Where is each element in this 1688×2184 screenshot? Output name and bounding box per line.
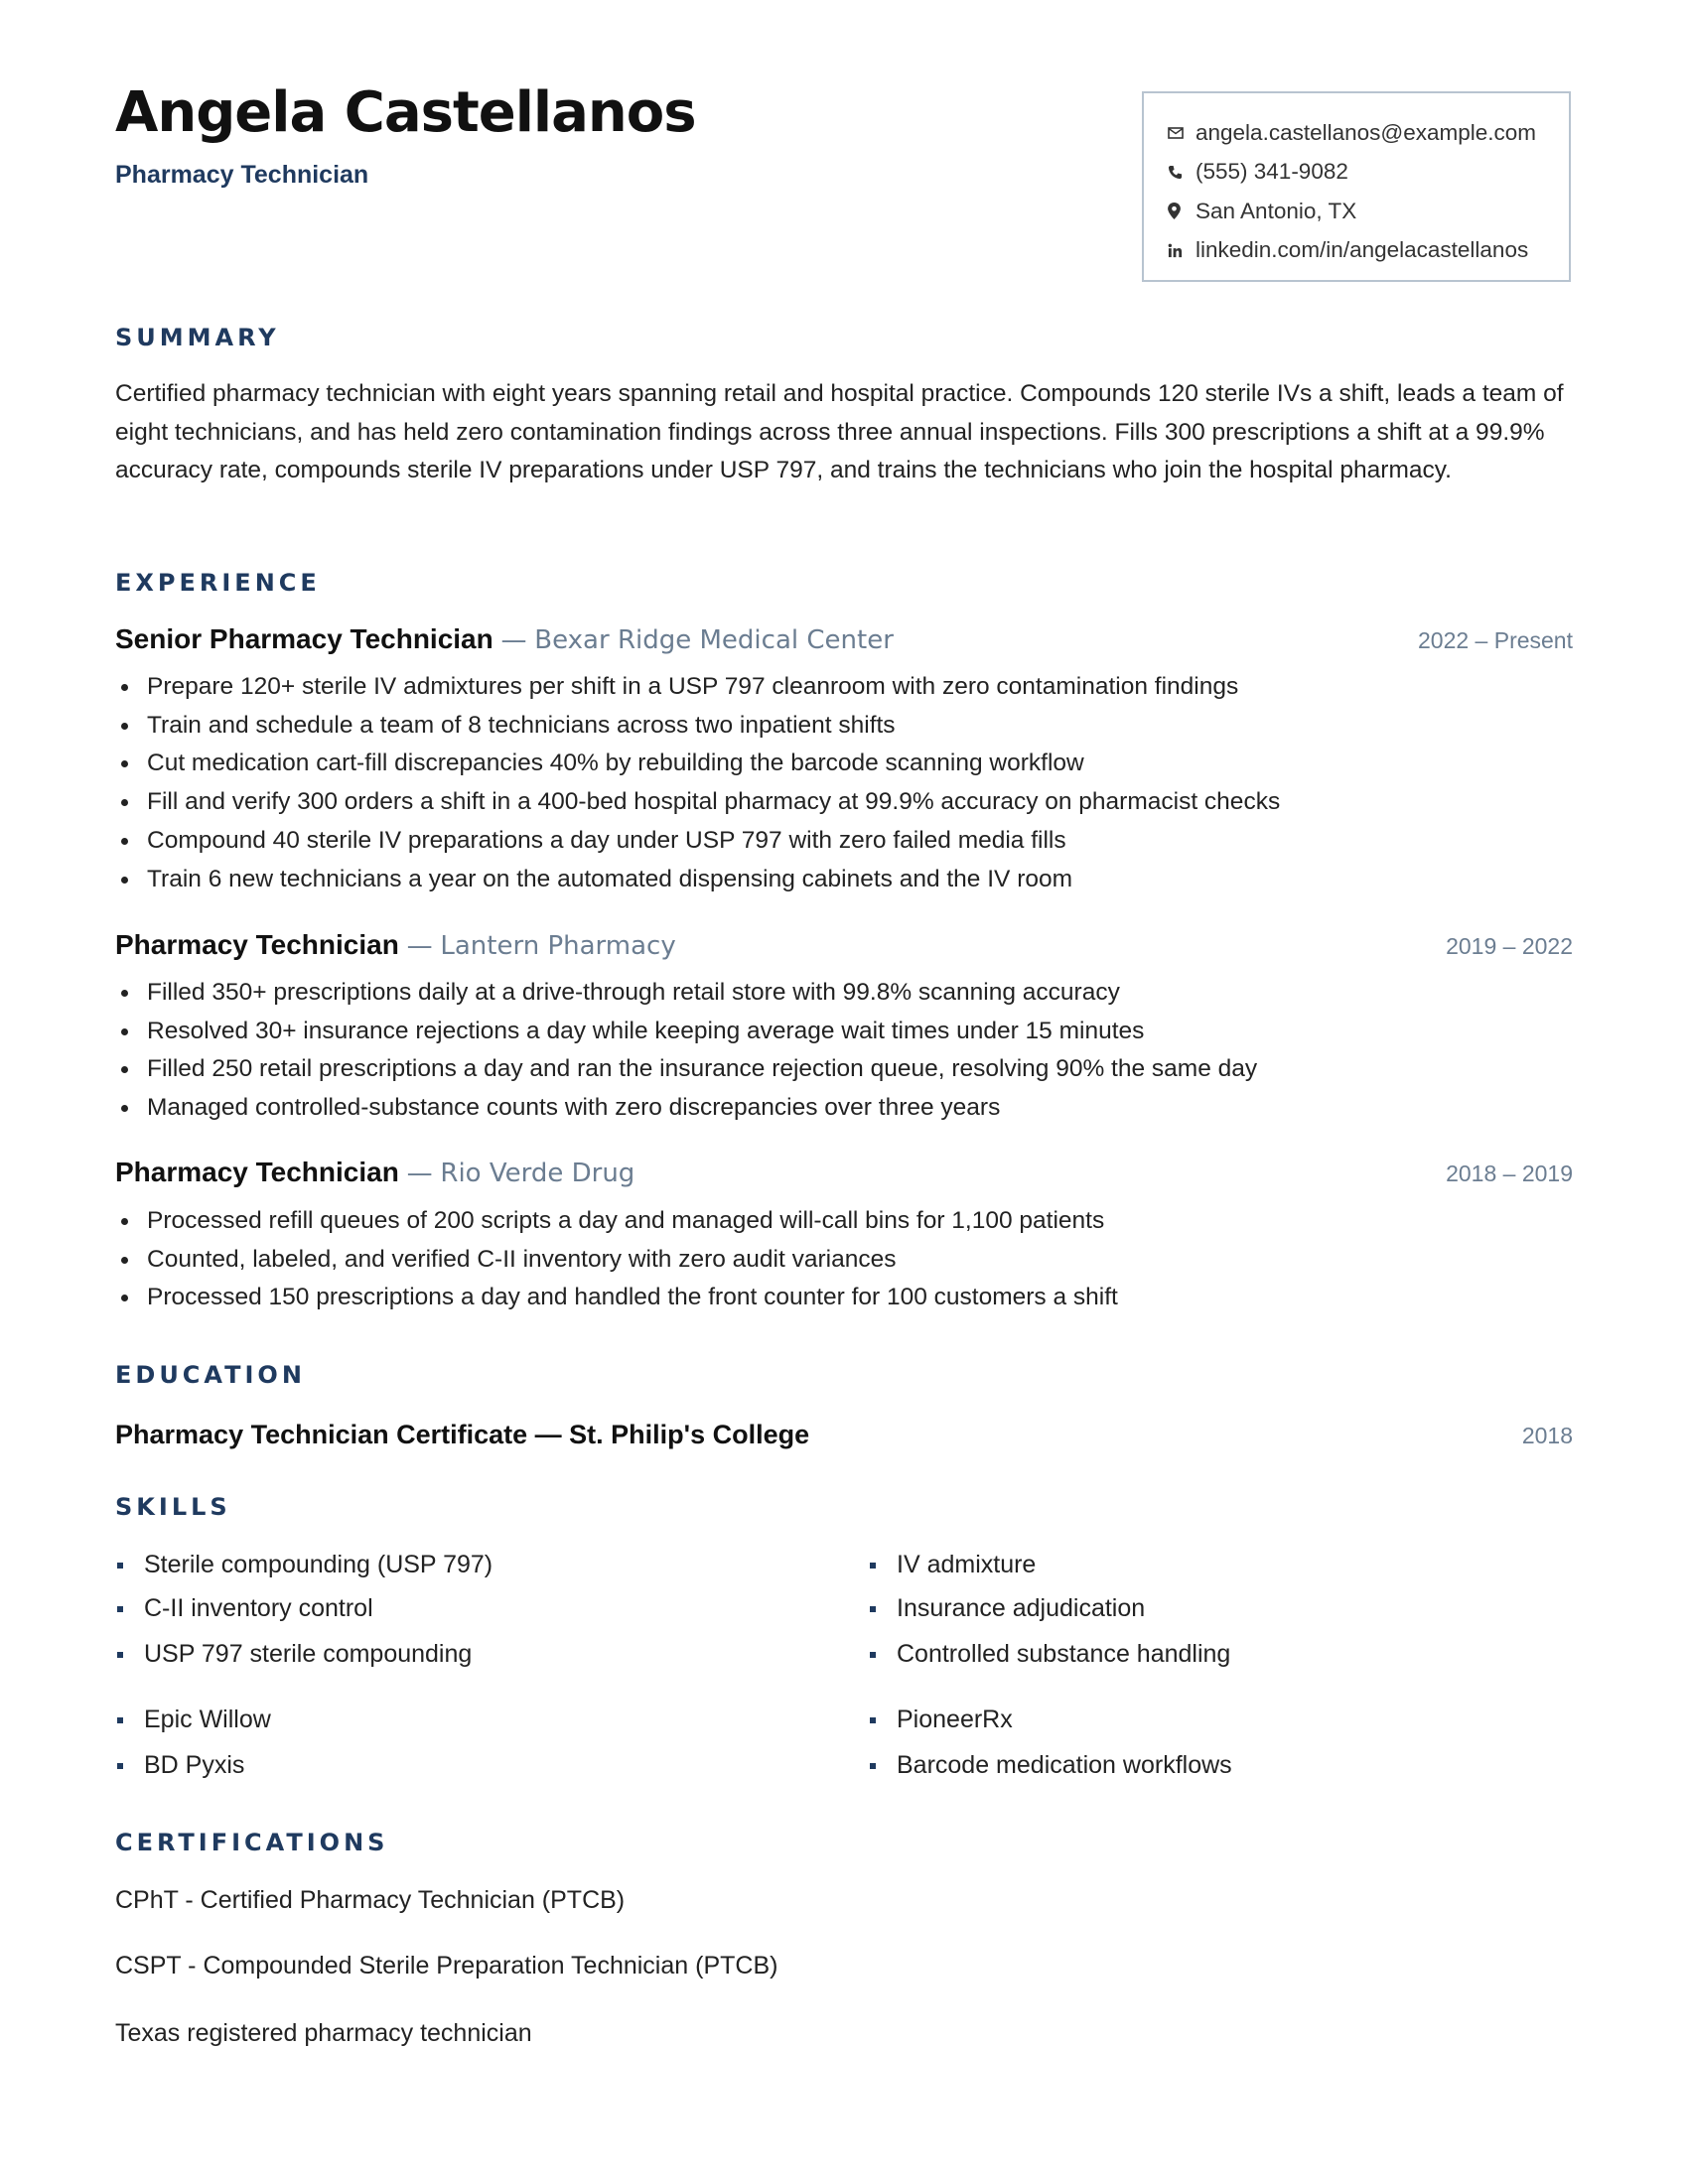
job-title: Pharmacy Technician <box>115 929 399 960</box>
job-header <box>115 929 1573 965</box>
job-bullet: Compound 40 sterile IV preparations a day under USP 797 with zero failed media fills <box>147 822 1605 861</box>
job-company: Lantern Pharmacy <box>440 931 676 961</box>
bullet-square-icon <box>117 1652 123 1658</box>
job-company: Rio Verde Drug <box>440 1159 635 1188</box>
bullet-square-icon <box>870 1763 876 1769</box>
skill-item: IV admixture <box>868 1551 1036 1579</box>
education-year: 2018 <box>1521 1423 1573 1448</box>
bullet-square-icon <box>870 1563 876 1569</box>
contact-phone[interactable] <box>1168 153 1569 193</box>
job-heading <box>115 929 676 961</box>
job-heading <box>115 1157 634 1188</box>
bullet-square-icon <box>117 1606 123 1612</box>
experience-heading: EXPERIENCE <box>115 569 321 597</box>
bullet-square-icon <box>117 1717 123 1723</box>
skill-item: BD Pyxis <box>115 1751 244 1780</box>
job-bullet: Filled 350+ prescriptions daily at a drive-through retail store with 99.8% scanning accuracy <box>147 974 1605 1013</box>
job-separator: — <box>406 931 433 961</box>
job-company: Bexar Ridge Medical Center <box>534 625 894 655</box>
contact-box <box>1142 91 1571 282</box>
bullet-square-icon <box>870 1717 876 1723</box>
contact-location <box>1168 192 1569 231</box>
job-bullets <box>115 1202 1605 1317</box>
job-dates: 2022 – Present <box>1417 627 1573 653</box>
education-heading: EDUCATION <box>115 1361 306 1389</box>
skill-item: Sterile compounding (USP 797) <box>115 1551 492 1579</box>
bullet-square-icon <box>117 1763 123 1769</box>
skill-item: Controlled substance handling <box>868 1640 1230 1669</box>
job-bullet: Managed controlled-substance counts with zero discrepancies over three years <box>147 1089 1605 1128</box>
job-bullet: Train 6 new technicians a year on the automated dispensing cabinets and the IV room <box>147 861 1605 899</box>
job-title: Senior Pharmacy Technician <box>115 623 493 654</box>
job-bullet: Processed 150 prescriptions a day and handled the front counter for 100 customers a shift <box>147 1279 1605 1317</box>
certifications-heading: CERTIFICATIONS <box>115 1829 389 1856</box>
skill-item: Insurance adjudication <box>868 1594 1145 1623</box>
skill-item: PioneerRx <box>868 1706 1013 1734</box>
job-bullets <box>115 974 1605 1128</box>
education-degree: Pharmacy Technician Certificate — St. Philip's College <box>115 1420 810 1449</box>
summary-heading: SUMMARY <box>115 324 280 351</box>
linkedin-icon <box>1168 243 1196 258</box>
candidate-role: Pharmacy Technician <box>115 161 369 189</box>
certification-item: CSPT - Compounded Sterile Preparation Technician (PTCB) <box>115 1952 778 1979</box>
job-bullet: Counted, labeled, and verified C-II inventory with zero audit variances <box>147 1241 1605 1280</box>
contact-linkedin-text: linkedin.com/in/angelacastellanos <box>1196 237 1529 263</box>
skill-item: Epic Willow <box>115 1706 271 1734</box>
contact-email-text: angela.castellanos@example.com <box>1196 119 1537 145</box>
job-bullet: Cut medication cart-fill discrepancies 40% by rebuilding the barcode scanning workflow <box>147 745 1605 783</box>
certification-item: CPhT - Certified Pharmacy Technician (PTCB) <box>115 1886 626 1914</box>
contact-linkedin[interactable] <box>1168 231 1569 271</box>
contact-email[interactable] <box>1168 113 1569 153</box>
mail-icon <box>1168 127 1196 139</box>
job-bullets <box>115 668 1605 898</box>
job-header <box>115 623 1573 659</box>
job-separator: — <box>406 1159 433 1188</box>
location-pin-icon <box>1168 203 1196 219</box>
skills-heading: SKILLS <box>115 1493 231 1521</box>
job-bullet: Filled 250 retail prescriptions a day and ran the insurance rejection queue, resolving 90% the same day <box>147 1050 1605 1089</box>
job-bullet: Fill and verify 300 orders a shift in a 400-bed hospital pharmacy at 99.9% accuracy on pharmacist checks <box>147 783 1605 822</box>
job-separator: — <box>500 625 527 655</box>
candidate-name: Angela Castellanos <box>115 80 696 145</box>
bullet-square-icon <box>870 1652 876 1658</box>
skill-item: Barcode medication workflows <box>868 1751 1232 1780</box>
job-dates: 2019 – 2022 <box>1446 933 1573 959</box>
certification-item: Texas registered pharmacy technician <box>115 2019 532 2047</box>
job-heading <box>115 623 894 655</box>
skill-item: USP 797 sterile compounding <box>115 1640 472 1669</box>
job-dates: 2018 – 2019 <box>1446 1160 1573 1186</box>
contact-phone-text: (555) 341-9082 <box>1196 159 1348 185</box>
summary-text: Certified pharmacy technician with eight years spanning retail and hospital practice. Compounds 120 sterile IVs a shift, leads a team of eight technicians, and has held zero contamination findings across three annual inspections. Fills 300 prescriptions a shift at a 99.9% accuracy rate, compounds sterile IV preparations under USP 797, and trains the technicians who join the hospital pharmacy. <box>115 380 1564 484</box>
contact-location-text: San Antonio, TX <box>1196 198 1357 223</box>
job-bullet: Prepare 120+ sterile IV admixtures per shift in a USP 797 cleanroom with zero contamination findings <box>147 668 1605 707</box>
phone-icon <box>1168 165 1196 180</box>
job-header <box>115 1157 1573 1192</box>
job-bullet: Resolved 30+ insurance rejections a day while keeping average wait times under 15 minutes <box>147 1013 1605 1051</box>
job-bullet: Processed refill queues of 200 scripts a day and managed will-call bins for 1,100 patients <box>147 1202 1605 1241</box>
bullet-square-icon <box>117 1563 123 1569</box>
job-title: Pharmacy Technician <box>115 1157 399 1187</box>
bullet-square-icon <box>870 1606 876 1612</box>
skill-item: C-II inventory control <box>115 1594 373 1623</box>
education-entry <box>115 1420 1573 1450</box>
job-bullet: Train and schedule a team of 8 technicians across two inpatient shifts <box>147 707 1605 746</box>
